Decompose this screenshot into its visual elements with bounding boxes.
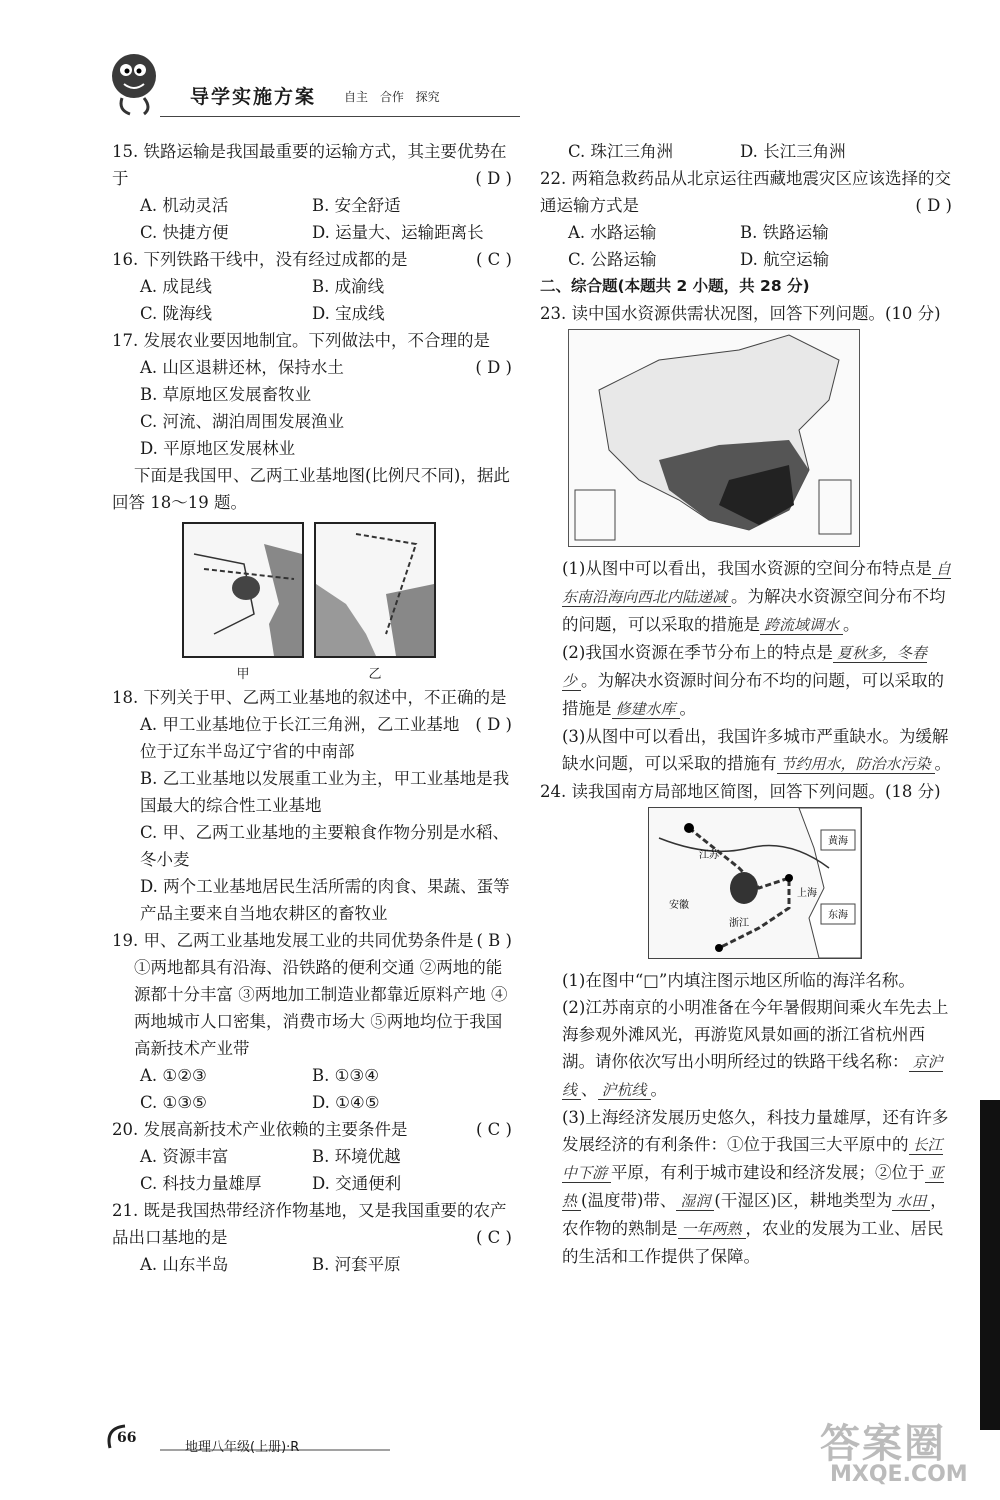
question-19: 19. 甲、乙两工业基地发展工业的共同优势条件是 ( B ) xyxy=(112,931,512,950)
svg-text:江苏: 江苏 xyxy=(699,850,719,861)
q23-part2: (2)我国水资源在季节分布上的特点是 夏秋多，冬春少 。为解决水资源时间分布不均的问题，可以采取的措施是 修建水库 。 xyxy=(562,643,945,718)
left-column: 15. 铁路运输是我国最重要的运输方式，其主要优势在于 ( D ) A. 机动灵活 B. 安全舒适 C. 快捷方便 D. 运量大、运输距离长 16. 下列铁路干线中，没有经过成都的是 ( C ) A. 成昆线 B. 成渝线 C. 陇海线 D. 宝成线 17. 发展农业要因地制宜。下列做法中，不合理的是 ( D ) A. 山区退耕还林，保持水土 B. 草原地区发展畜牧业 C. 河流、湖泊周围发展渔业 D. 平原地区发展林业 下面是我国甲、乙两工业基地图(比例尺不同)，据此回答 18～19 题。 甲 乙 18. 下列关于甲、乙两工业基地的叙述中，不正确的是 ( D ) A. 甲工业基地位于长江三角洲，乙工业基地位于辽东半岛辽宁省的中南部 B. 乙工业基地以发展重工业为主，甲工业基地是我国最大的综合性工业基地 C. 甲、乙两工业基地的主要粮食作物分别是水稻、冬小麦 D. 两个工业基地居民生活所需的肉食、果蔬、蛋等产品主要来自当地农耕区的畜牧业 19. 甲、乙两工业基地发展工业的共同优势条件是 ( B ) ①两地都具有沿海、沿铁路的便利交通 ②两地的能源都十分丰富 ③两地加工制造业都靠近原料产地 ④两地城市人口密集，消费市场大 ⑤两地均位于我国高新技术产业带 A. ①②③ B. ①③④ C. ①③⑤ D. ①④⑤ 20. 发展高新技术产业依赖的主要条件是 ( C ) A. 资源丰富 B. 环境优越 C. 科技力量雄厚 D. 交通便利 21. 既是我国热带经济作物基地，又是我国重要的农产品出口基地的是 ( C ) A. 山东半岛 B. 河套平原 xyxy=(112,138,512,1278)
header-subtitle: 自主 合作 探究 xyxy=(344,90,440,104)
question-16: 16. 下列铁路干线中，没有经过成都的是 ( C ) xyxy=(112,250,512,269)
svg-text:东海: 东海 xyxy=(828,910,848,921)
q23-part3: (3)从图中可以看出，我国许多城市严重缺水。为缓解缺水问题，可以采取的措施有 节约用水，防治水污染 。 xyxy=(562,727,952,773)
svg-text:浙江: 浙江 xyxy=(729,918,749,929)
right-column: C. 珠江三角洲 D. 长江三角洲 22. 两箱急救药品从北京运往西藏地震灾区应该选择的交通运输方式是 ( D ) A. 水路运输 B. 铁路运输 C. 公路运输 D. 航空运输 二、综合题(本题共 2 小题，共 28 分) 23. 读中国水资源供需状况图，回答下列问题。(10 分) (1)从图中可以看出，我国水资源的空间分布特点是 自东南沿海向西北内陆递减 。为解决水资源空间分布不均的问题，可以采取的措施是 跨流域调水 。 (2)我国水资源在季节分布上的特点是 夏秋多，冬春少 。为解决水资源时间分布不均的问题，可以采取的措施是 修建水库 。 (3)从图中可以看出，我国许多城市严重缺水。为缓解缺水问题，可以采取的措施有 节约用水，防治水污染 。 24. 读我国南方局部地区简图，回答下列问题。(18 分) 黄海 东海 江苏 安徽 浙江 上海 (1)在图中“□”内填注图示地区所临的海洋名称。 (2)江苏南京的小明准备在今年暑假期间乘火车先去上海参观外滩风光，再游览风景如画的浙江省杭州西湖。请你依次写出小明所经过的铁路干线名称： 京沪线 、 沪杭线 。 (3)上海经济发展历史悠久，科技力量雄厚，还有许多发展经济的有利条件：①位于我国三大平原中的 长江中下游 平原，有利于城市建设和经济发展；②位于 亚热 (温度带)带、 湿润 (干湿区)区，耕地类型为 水田 ，农作物的熟制是 一年两熟 ，农业的发展为工业、居民的生活和工作提供了保障。 xyxy=(540,138,952,1270)
svg-text:黄海: 黄海 xyxy=(828,836,848,847)
south-china-map xyxy=(648,807,862,959)
question-18: 18. 下列关于甲、乙两工业基地的叙述中，不正确的是 ( D ) xyxy=(112,688,512,734)
header-rule xyxy=(160,116,520,117)
footer-subject: 地理八年级(上册)·R xyxy=(185,1440,300,1455)
map-jia xyxy=(182,522,304,658)
svg-text:安徽: 安徽 xyxy=(669,900,689,911)
industrial-base-maps: 甲 乙 xyxy=(182,522,512,684)
maps-intro: 下面是我国甲、乙两工业基地图(比例尺不同)，据此回答 18～19 题。 xyxy=(112,466,510,512)
q23-part1: (1)从图中可以看出，我国水资源的空间分布特点是 自东南沿海向西北内陆递减 。为解决水资源空间分布不均的问题，可以采取的措施是 跨流域调水 。 xyxy=(562,559,951,634)
q24-part3: (3)上海经济发展历史悠久，科技力量雄厚，还有许多发展经济的有利条件：①位于我国三大平原中的 长江中下游 平原，有利于城市建设和经济发展；②位于 亚热 (温度带)带、 湿润 (干湿区)区，耕地类型为 水田 ，农作物的熟制是 一年两熟 ，农业的发展为工业、居民的生活和工作提供了保障。 xyxy=(562,1108,949,1266)
watermark-url: MXQE.COM xyxy=(830,1462,968,1487)
china-water-map xyxy=(568,329,860,547)
watermark-logo: 答案圈 xyxy=(820,1421,946,1467)
q24-part2: (2)江苏南京的小明准备在今年暑假期间乘火车先去上海参观外滩风光，再游览风景如画的浙江省杭州西湖。请你依次写出小明所经过的铁路干线名称： 京沪线 、 沪杭线 。 xyxy=(562,998,949,1099)
question-15: 15. 铁路运输是我国最重要的运输方式，其主要优势在于 ( D ) xyxy=(112,142,512,188)
page-number: 66 xyxy=(117,1430,137,1446)
section-2-heading: 二、综合题(本题共 2 小题，共 28 分) xyxy=(540,277,810,295)
question-20: 20. 发展高新技术产业依赖的主要条件是 ( C ) xyxy=(112,1120,512,1139)
header-title: 导学实施方案 xyxy=(190,86,317,108)
question-23: 23. 读中国水资源供需状况图，回答下列问题。(10 分) xyxy=(540,304,941,323)
map-yi xyxy=(314,522,436,658)
question-24: 24. 读我国南方局部地区简图，回答下列问题。(18 分) xyxy=(540,782,941,801)
question-21: 21. 既是我国热带经济作物基地，又是我国重要的农产品出口基地的是 ( C ) xyxy=(112,1201,512,1247)
svg-text:上海: 上海 xyxy=(797,888,817,899)
question-17: 17. 发展农业要因地制宜。下列做法中，不合理的是 ( D ) xyxy=(112,331,512,377)
q24-part1: (1)在图中“□”内填注图示地区所临的海洋名称。 xyxy=(562,971,915,990)
mascot-logo xyxy=(104,48,166,118)
question-22: 22. 两箱急救药品从北京运往西藏地震灾区应该选择的交通运输方式是 ( D ) xyxy=(540,169,952,215)
page-edge-tab xyxy=(980,1100,1000,1430)
